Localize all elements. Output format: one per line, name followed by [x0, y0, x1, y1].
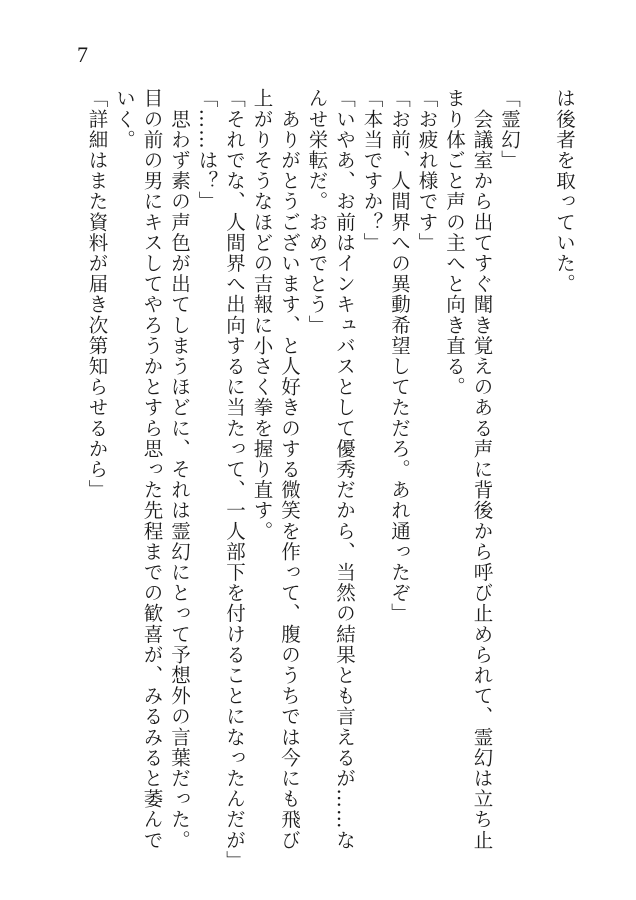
text-line: いく。	[113, 88, 136, 150]
text-line: 「本当ですか？」	[360, 88, 384, 253]
text-line: 「それでな、人間界へ出向するに当たって、一人部下を付けることになったんだが」	[223, 88, 246, 871]
text-line: ありがとうございます、と人好きのする微笑を作って、腹のうちでは今にも飛び	[278, 88, 301, 851]
text-line: 目の前の男にキスしてやろうかとすら思った先程までの歓喜が、みるみると萎んで	[140, 88, 164, 851]
novel-text-column	[83, 88, 578, 878]
page-number: 7	[77, 42, 88, 67]
text-line: 会議室から出てすぐ聞き覚えのある声に背後から呼び止められて、霊幻は立ち止	[470, 88, 494, 851]
text-line: 「霊幻」	[498, 88, 521, 171]
text-line: まり体ごと声の主へと向き直る。	[443, 88, 466, 397]
text-line: 思わず素の声色が出てしまうほどに、それは霊幻にとって予想外の言葉だった。	[168, 88, 191, 851]
text-line: 「いやあ、お前はインキュバスとして優秀だから、当然の結果とも言えるが……な	[333, 88, 356, 851]
text-line: 「詳細はまた資料が届き次第知らせるから」	[85, 88, 109, 500]
text-line: 上がりそうなほどの吉報に小さく拳を握り直す。	[250, 88, 274, 542]
text-line: んせ栄転だ。おめでとう」	[305, 88, 329, 336]
text-line: は後者を取っていた。	[553, 88, 576, 294]
text-line: 「……は？」	[195, 88, 219, 212]
text-line	[523, 88, 551, 878]
text-line: 「お疲れ様です」	[415, 88, 439, 253]
text-line: 「お前、人間界への異動希望してただろ。あれ通ったぞ」	[388, 88, 411, 624]
